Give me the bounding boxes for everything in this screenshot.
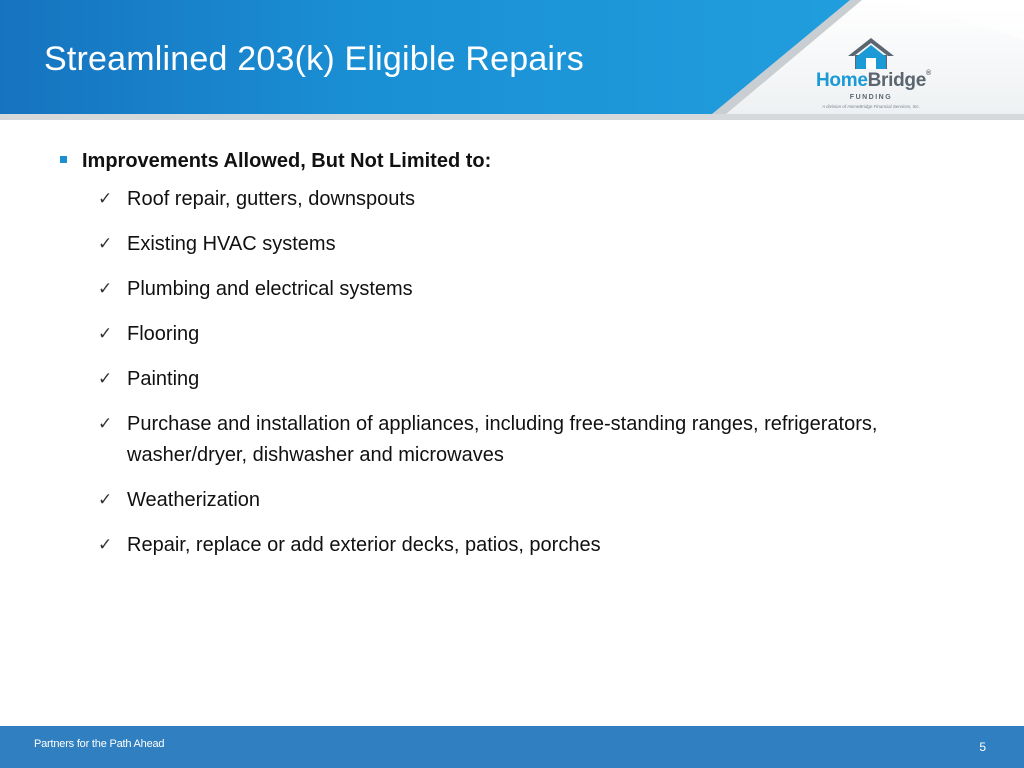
list-item-text: Painting <box>127 368 200 390</box>
list-item <box>58 485 958 516</box>
house-logo-icon <box>846 36 896 70</box>
page-number: 5 <box>979 740 986 754</box>
logo-tagline: A division of HomeBridge Financial Services, Inc. <box>822 104 920 109</box>
list-item <box>58 274 958 305</box>
list-item-text: Plumbing and electrical systems <box>127 278 413 300</box>
main-bullet <box>58 148 958 174</box>
square-bullet-icon <box>60 156 67 163</box>
footer-bar <box>0 726 1024 768</box>
checkmark-icon: ✓ <box>98 324 113 344</box>
homebridge-logo <box>806 36 936 116</box>
logo-funding: FUNDING <box>849 94 893 101</box>
list-item-text: Repair, replace or add exterior decks, patios, porches <box>127 534 601 556</box>
check-list <box>58 184 958 561</box>
checkmark-icon: ✓ <box>98 279 113 299</box>
slide-title: Streamlined 203(k) Eligible Repairs <box>44 40 584 78</box>
main-bullet-text: Improvements Allowed, But Not Limited to: <box>82 150 492 172</box>
logo-word-home: Home <box>816 70 868 91</box>
list-item-text: Flooring <box>127 323 200 345</box>
logo-word-bridge: Bridge <box>867 70 926 91</box>
list-item <box>58 364 958 395</box>
logo-registered-mark: ® <box>925 70 931 77</box>
list-item <box>58 229 958 260</box>
list-item-text: Purchase and installation of appliances, including free-standing ranges, refrigerators, washer/dryer, dishwasher and microwaves <box>127 413 878 466</box>
checkmark-icon: ✓ <box>98 490 113 510</box>
list-item-text: Weatherization <box>127 489 261 511</box>
list-item <box>58 530 958 561</box>
footer-tagline: Partners for the Path Ahead <box>34 738 165 750</box>
checkmark-icon: ✓ <box>98 369 113 389</box>
slide-content <box>58 148 958 575</box>
list-item <box>58 319 958 350</box>
list-item <box>58 184 958 215</box>
logo-wordmark <box>816 70 931 92</box>
list-item-text: Existing HVAC systems <box>127 233 336 255</box>
checkmark-icon: ✓ <box>98 234 113 254</box>
checkmark-icon: ✓ <box>98 189 113 209</box>
checkmark-icon: ✓ <box>98 535 113 555</box>
list-item-text: Roof repair, gutters, downspouts <box>127 188 415 210</box>
checkmark-icon: ✓ <box>98 414 113 434</box>
list-item <box>58 409 958 471</box>
